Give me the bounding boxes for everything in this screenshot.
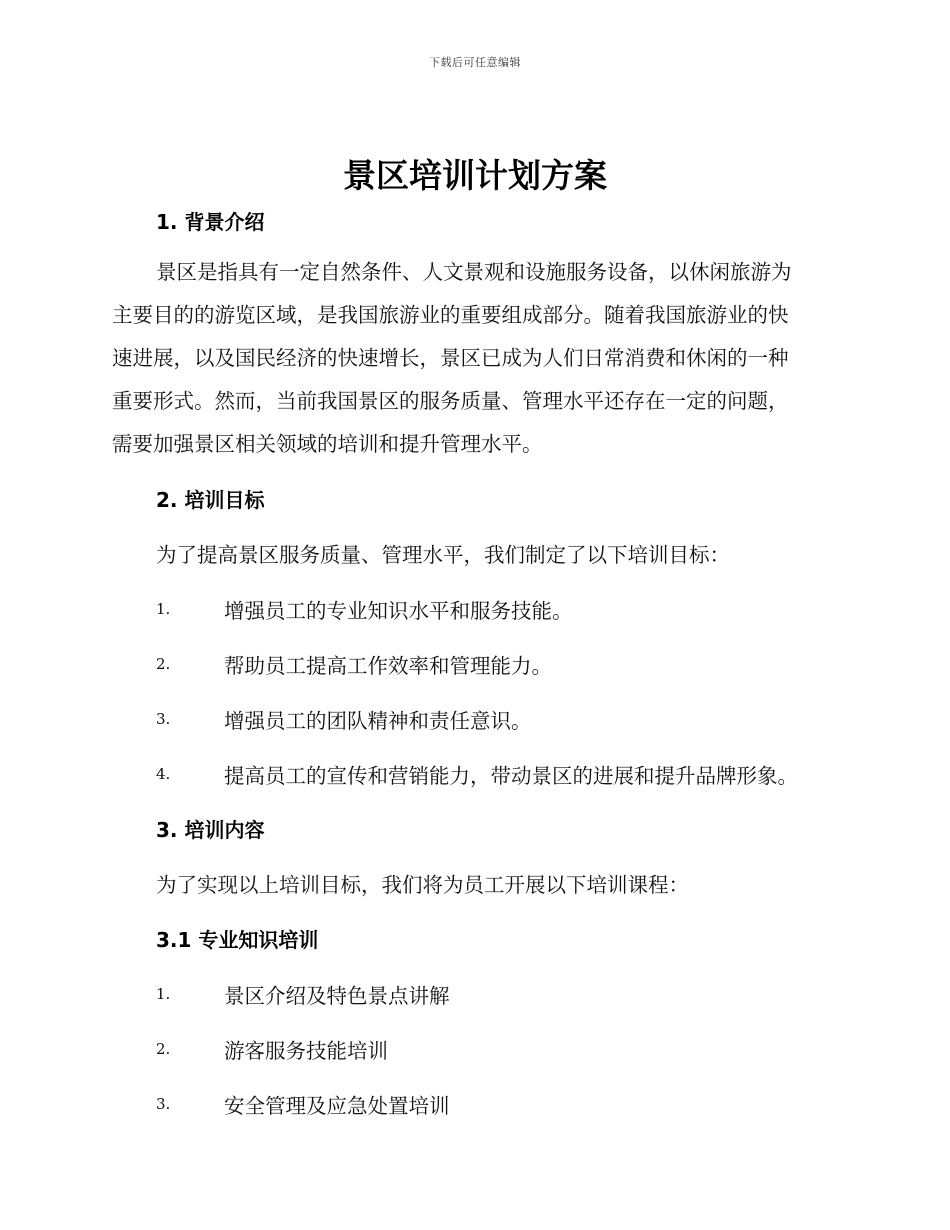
paragraph-line: 需要加强景区相关领域的培训和提升管理水平。 xyxy=(112,432,543,456)
list-number: 3. xyxy=(156,1095,171,1113)
paragraph-line: 景区是指具有一定自然条件、人文景观和设施服务设备，以休闲旅游为 xyxy=(156,260,792,284)
section-heading-background: 1. 背景介绍 xyxy=(156,210,265,234)
list-text: 景区介绍及特色景点讲解 xyxy=(224,984,450,1008)
list-text: 游客服务技能培训 xyxy=(224,1039,388,1063)
goals-intro: 为了提高景区服务质量、管理水平，我们制定了以下培训目标： xyxy=(156,543,730,567)
list-text: 增强员工的专业知识水平和服务技能。 xyxy=(224,599,573,623)
list-number: 1. xyxy=(156,985,171,1003)
subsection-heading-professional-knowledge: 3.1 专业知识培训 xyxy=(156,928,319,952)
section-heading-goals: 2. 培训目标 xyxy=(156,488,265,512)
list-number: 2. xyxy=(156,655,171,673)
list-item xyxy=(156,759,856,789)
list-item xyxy=(156,1034,856,1064)
list-item xyxy=(156,704,856,734)
list-item xyxy=(156,1089,856,1119)
list-number: 1. xyxy=(156,600,171,618)
page-header-note: 下载后可任意编辑 xyxy=(429,56,521,69)
list-number: 2. xyxy=(156,1040,171,1058)
document-title: 景区培训计划方案 xyxy=(343,156,607,195)
list-text: 安全管理及应急处置培训 xyxy=(224,1094,450,1118)
list-number: 3. xyxy=(156,710,171,728)
content-intro: 为了实现以上培训目标，我们将为员工开展以下培训课程： xyxy=(156,873,689,897)
list-item xyxy=(156,979,856,1009)
list-item xyxy=(156,649,856,679)
list-text: 提高员工的宣传和营销能力，带动景区的进展和提升品牌形象。 xyxy=(224,764,798,788)
paragraph-line: 重要形式。然而，当前我国景区的服务质量、管理水平还存在一定的问题， xyxy=(112,389,789,413)
list-text: 增强员工的团队精神和责任意识。 xyxy=(224,709,532,733)
list-number: 4. xyxy=(156,765,171,783)
list-text: 帮助员工提高工作效率和管理能力。 xyxy=(224,654,552,678)
list-item xyxy=(156,594,856,624)
paragraph-line: 速进展，以及国民经济的快速增长，景区已成为人们日常消费和休闲的一种 xyxy=(112,346,789,370)
section-heading-content: 3. 培训内容 xyxy=(156,818,265,842)
background-paragraph xyxy=(112,251,832,466)
paragraph-line: 主要目的的游览区域，是我国旅游业的重要组成部分。随着我国旅游业的快 xyxy=(112,303,789,327)
